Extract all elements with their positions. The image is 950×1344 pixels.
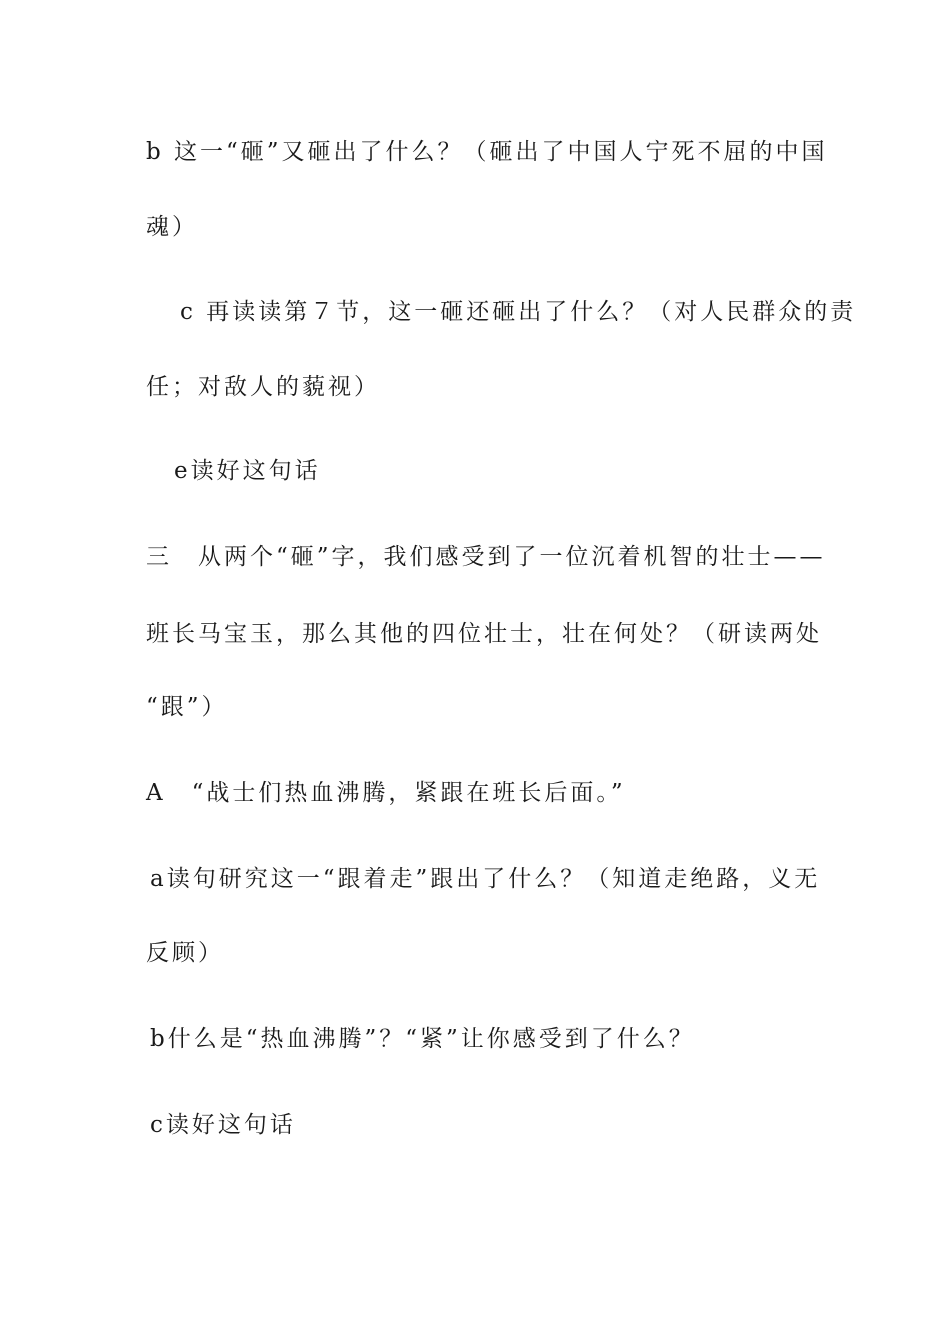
text-line-12: b什么是“热血沸腾”？“紧”让你感受到了什么？ xyxy=(150,1026,695,1052)
text-line-3: c 再读读第７节，这一砸还砸出了什么？（对人民群众的责 xyxy=(180,299,857,325)
text-line-10: a读句研究这一“跟着走”跟出了什么？（知道走绝路，义无 xyxy=(150,866,821,892)
text-line-4: 任；对敌人的藐视） xyxy=(146,374,380,400)
text-line-5: e读好这句话 xyxy=(174,458,321,484)
text-line-6: 三 从两个“砸”字，我们感受到了一位沉着机智的壮士—— xyxy=(146,544,826,570)
text-line-2: 魂） xyxy=(146,214,198,240)
text-line-9: A “战士们热血沸腾，紧跟在班长后面。” xyxy=(146,780,626,806)
text-line-7: 班长马宝玉，那么其他的四位壮士，壮在何处？（研读两处 xyxy=(146,621,822,647)
text-line-1: b 这一“砸”又砸出了什么？（砸出了中国人宁死不屈的中国 xyxy=(146,139,828,165)
text-line-13: c读好这句话 xyxy=(150,1112,296,1138)
text-line-8: “跟”） xyxy=(146,694,228,720)
text-line-11: 反顾） xyxy=(146,940,224,966)
